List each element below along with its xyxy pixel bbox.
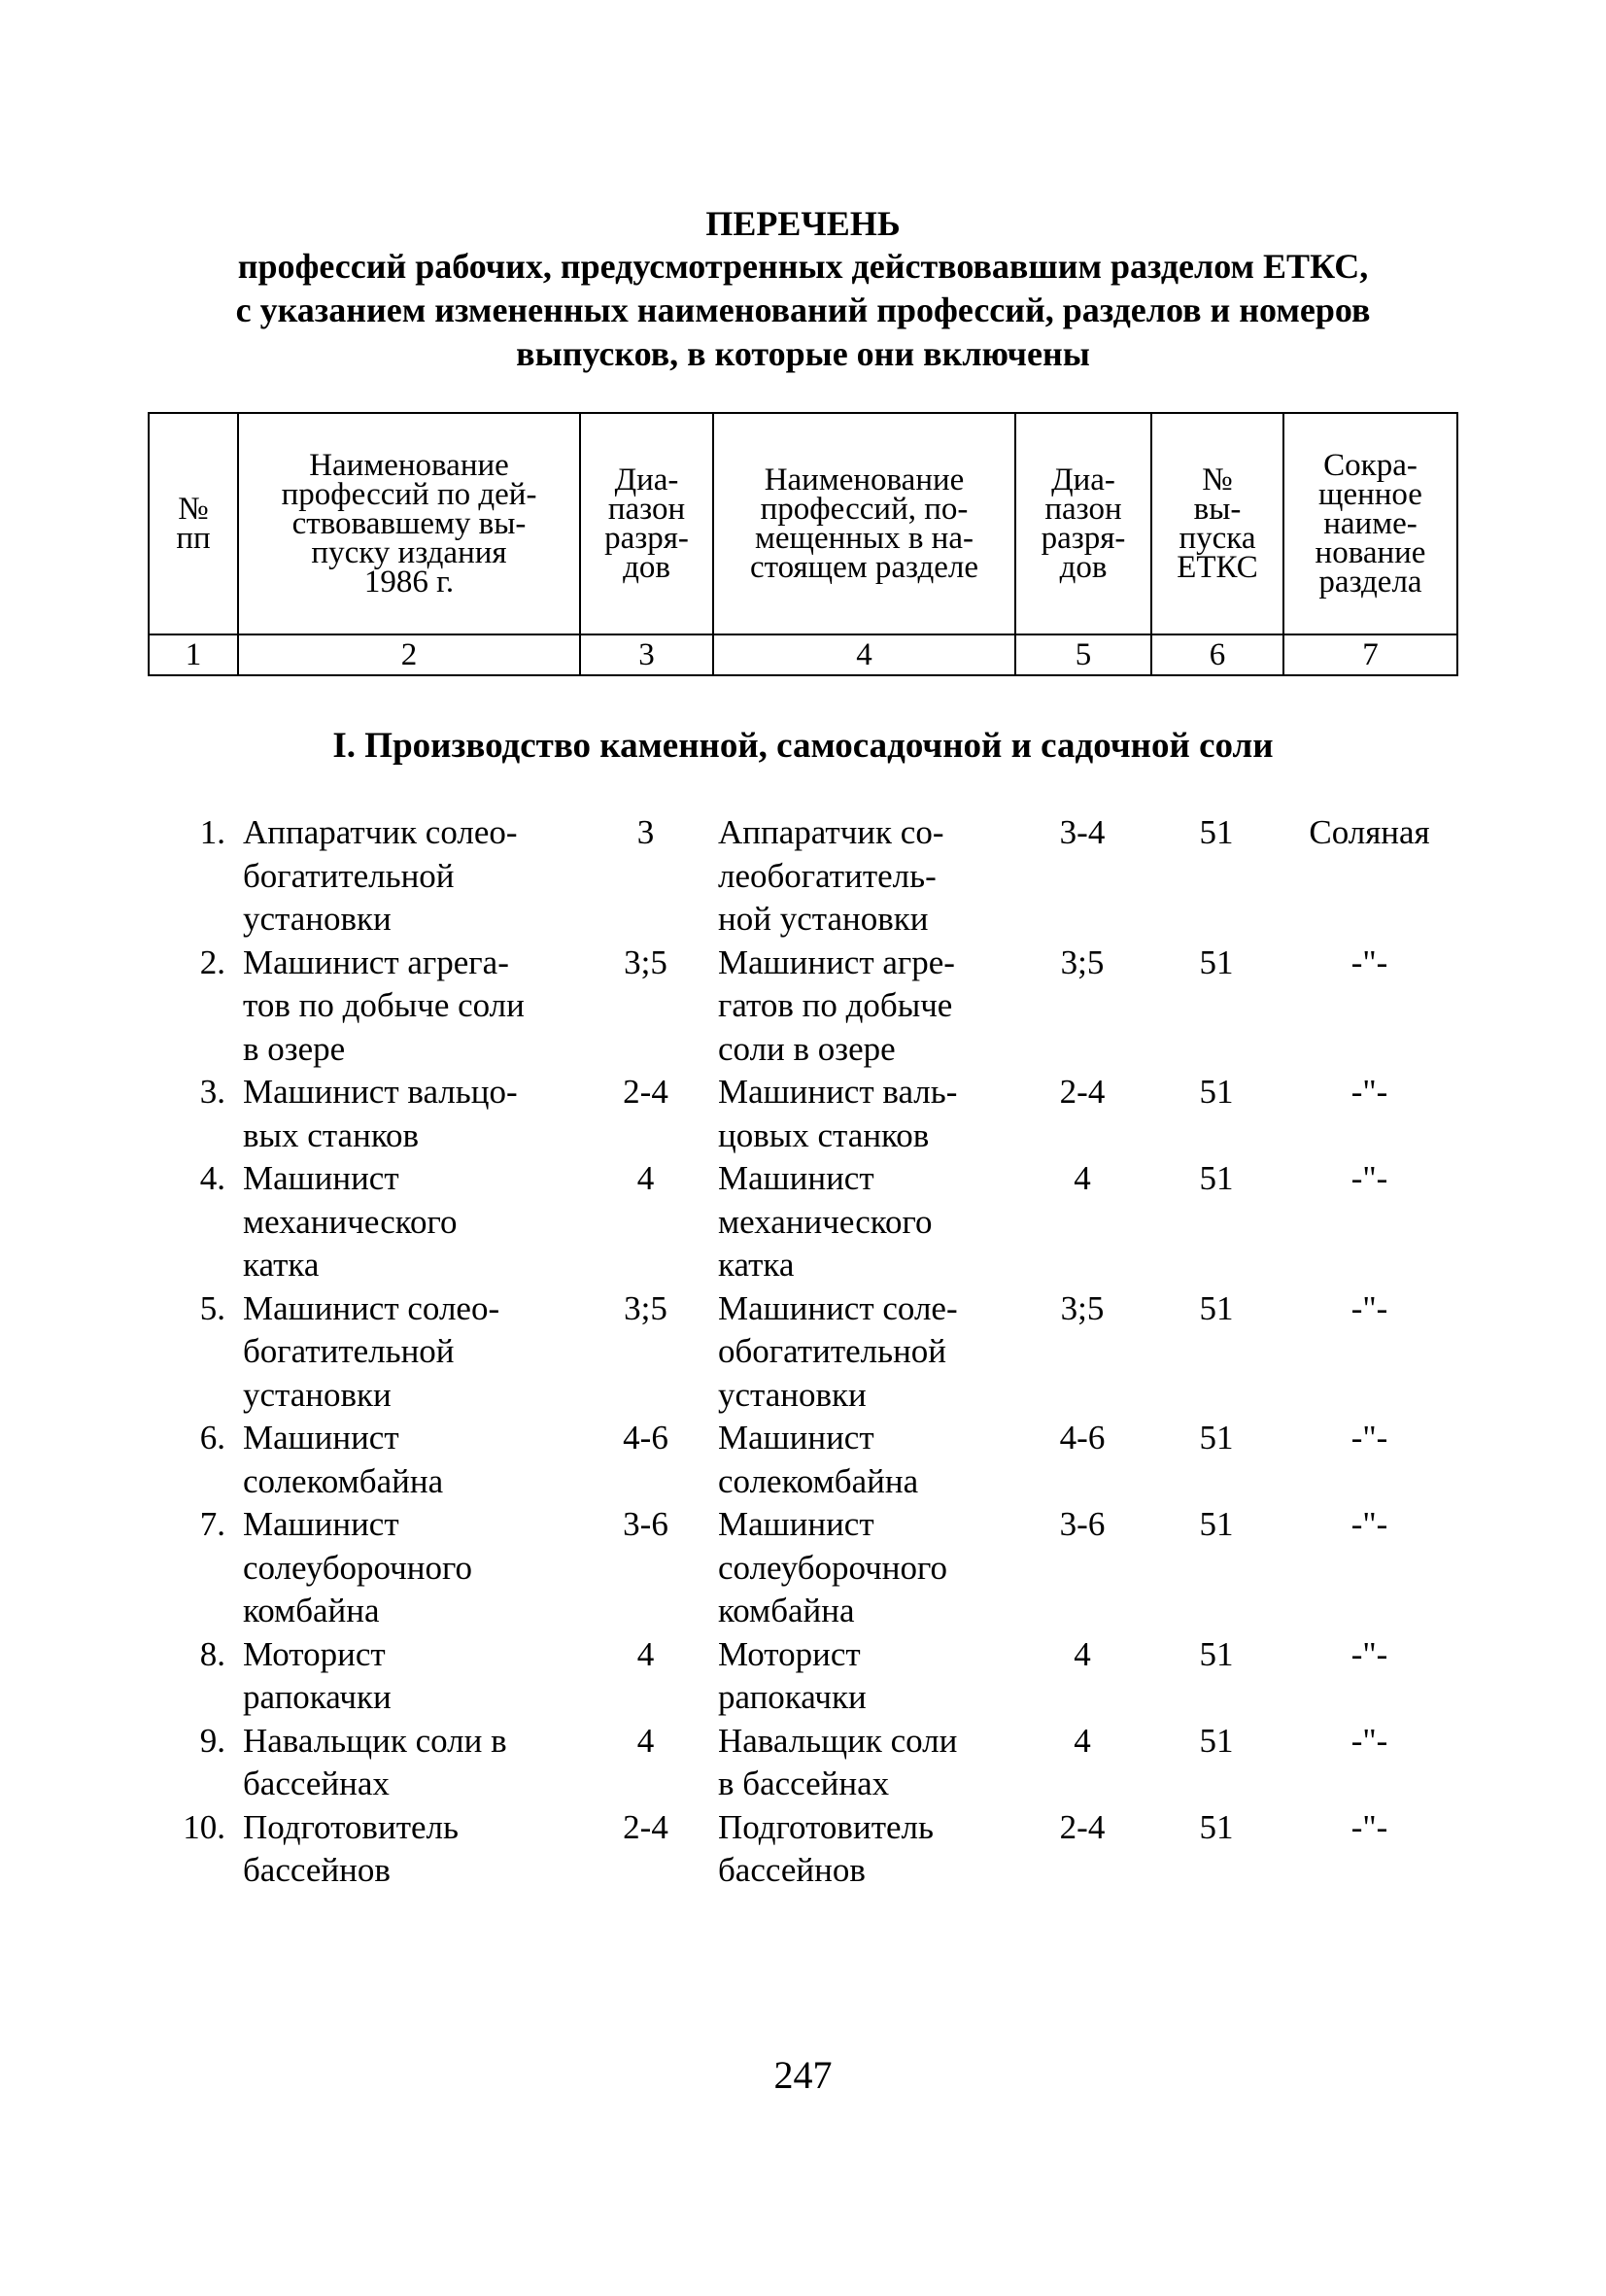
cell-line: нование [1315,535,1426,570]
cell-line: разря- [1041,521,1126,556]
cell-line: наиме- [1323,506,1418,541]
new-grade-range: 4 [1074,1721,1091,1760]
row-number: 8. [199,1634,225,1673]
cell-line: № [178,492,209,527]
section-short-name: -"- [1350,1159,1388,1197]
cell-line: комбайна [243,1592,380,1629]
new-grade-range: 4 [1074,1634,1091,1673]
table-row [148,1720,1456,1806]
old-profession-name [237,1417,579,1503]
column-number: 6 [1151,634,1283,675]
header-cell [149,413,238,634]
old-profession-name [237,1071,579,1157]
new-grade-range: 3-4 [1059,813,1106,851]
etks-issue-number: 51 [1199,942,1234,981]
cell-line: пп [176,521,211,556]
new-profession-name [712,1157,1014,1287]
new-grade-range: 3;5 [1060,942,1105,981]
old-profession-name [237,1157,579,1287]
cell-line: профессий по дей- [281,477,537,512]
etks-issue-number: 51 [1199,1073,1234,1111]
cell-line: ЕТКС [1177,550,1258,585]
cell-line: стоящем разделе [749,550,978,585]
table-row [148,1071,1456,1157]
new-profession-name [712,1633,1014,1720]
old-grade-range: 3;5 [624,942,667,981]
cell-line: ной установки [718,900,929,938]
new-profession-name [712,1503,1014,1633]
column-number: 1 [149,634,238,675]
cell-line: рапокачки [718,1678,867,1716]
old-profession-name [237,1720,579,1806]
new-grade-range: 2-4 [1059,1073,1106,1111]
row-number: 3. [199,1073,225,1111]
cell-line: Сокра- [1323,448,1418,483]
cell-line: цовых станков [718,1115,930,1154]
cell-line: Аппаратчик со- [718,813,944,851]
table-row [148,1417,1456,1503]
section-short-name: Соляная [1309,813,1430,851]
etks-issue-number: 51 [1199,1159,1234,1197]
cell-line: бассейнах [243,1765,390,1802]
cell-line: дов [623,550,670,585]
old-grade-range: 4 [636,1159,655,1197]
cell-line: гатов по добыче [718,986,953,1024]
cell-line: обогатительной [718,1332,947,1370]
cell-line: Машинист [718,1159,874,1197]
section-short-name: -"- [1350,1419,1388,1456]
page-number: 247 [773,2053,833,2097]
cell-line: Машинист [243,1419,399,1456]
column-number: 2 [238,634,580,675]
cell-line: профессий, по- [760,492,969,527]
etks-issue-number: 51 [1199,1634,1234,1673]
new-grade-range: 2-4 [1059,1807,1106,1846]
new-grade-range: 3;5 [1060,1288,1105,1327]
old-grade-range: 2-4 [623,1807,668,1846]
cell-line: в озере [243,1029,346,1068]
cell-line: бассейнов [718,1851,866,1889]
cell-line: ствовавшему вы- [291,506,527,541]
cell-line: пуска [1179,521,1256,556]
old-profession-name [237,1806,579,1893]
cell-line: щенное [1318,477,1422,512]
new-profession-name [712,1287,1014,1418]
column-number: 4 [713,634,1015,675]
new-grade-range: 4 [1074,1159,1091,1197]
cell-line: Диа- [1051,463,1115,497]
cell-line: богатительной [243,856,455,895]
old-profession-name [237,942,579,1072]
old-profession-name [237,1633,579,1720]
cell-line: механического [718,1202,933,1241]
new-profession-name [712,942,1014,1072]
new-profession-name [712,811,1014,942]
cell-line: катка [243,1246,320,1284]
row-number: 10. [183,1807,225,1846]
row-number: 5. [199,1288,225,1327]
cell-line: Наименование [764,463,965,497]
cell-line: солеуборочного [243,1548,472,1587]
old-grade-range: 3-6 [623,1505,668,1543]
cell-line: Аппаратчик солео- [243,813,518,851]
cell-line: Машинист вальцо- [243,1073,518,1111]
section-short-name: -"- [1350,1073,1388,1111]
cell-line: механического [243,1202,458,1241]
cell-line: пуску издания [311,535,507,570]
new-grade-range: 3-6 [1059,1505,1106,1543]
cell-line: Машинист соле- [718,1288,958,1327]
old-grade-range: 2-4 [623,1073,668,1111]
professions-table [148,811,1456,1893]
old-grade-range: 3 [636,813,655,851]
cell-line: мещенных в на- [755,521,974,556]
subtitle-line: с указанием измененных наименований профессий, разделов и номеров [235,291,1371,329]
cell-line: Подготовитель [718,1807,934,1846]
section-short-name: -"- [1350,1634,1388,1673]
cell-line: раздела [1318,565,1422,600]
cell-line: Навальщик соли [718,1721,958,1760]
new-profession-name [712,1806,1014,1893]
cell-line: Навальщик соли в [243,1721,507,1760]
header-row [149,413,1457,634]
old-profession-name [237,1287,579,1418]
etks-issue-number: 51 [1199,1807,1234,1846]
cell-line: вых станков [243,1115,420,1154]
section-short-name: -"- [1350,942,1388,981]
document-title: ПЕРЕЧЕНЬ [705,204,901,243]
table-row [148,1503,1456,1633]
section-short-name: -"- [1350,1505,1388,1543]
table-row [148,811,1456,942]
header-cell [1015,413,1151,634]
column-number-row [149,634,1457,675]
row-number: 7. [199,1505,225,1543]
cell-line: тов по добыче соли [243,986,525,1024]
row-number: 1. [199,813,225,851]
cell-line: Диа- [614,463,679,497]
subtitle-line: профессий рабочих, предусмотренных действовавшим разделом ЕТКС, [237,247,1369,286]
cell-line: комбайна [718,1592,855,1629]
cell-line: Наименование [309,448,509,483]
section-short-name: -"- [1350,1288,1388,1327]
header-cell [1283,413,1457,634]
cell-line: леобогатитель- [718,856,937,895]
header-cell [580,413,713,634]
row-number: 9. [199,1721,225,1760]
cell-line: 1986 г. [363,565,455,600]
cell-line: Моторист [718,1634,861,1673]
cell-line: Машинист [243,1505,399,1543]
cell-line: Машинист валь- [718,1073,958,1111]
cell-line: солекомбайна [243,1461,444,1500]
row-number: 4. [199,1159,225,1197]
etks-issue-number: 51 [1199,1505,1234,1543]
row-number: 2. [199,942,225,981]
table-row [148,1633,1456,1720]
etks-issue-number: 51 [1199,1721,1234,1760]
cell-line: установки [243,900,392,938]
document-subtitle [155,245,1451,376]
cell-line: катка [718,1246,795,1284]
column-number: 5 [1015,634,1151,675]
new-profession-name [712,1417,1014,1503]
cell-line: Машинист агре- [718,942,955,981]
section-title: I. Производство каменной, самосадочной и садочной соли [332,726,1274,766]
header-cell [238,413,580,634]
header-cell [1151,413,1283,634]
cell-line: Машинист агрега- [243,942,509,981]
cell-line: солекомбайна [718,1461,919,1500]
table-row [148,1157,1456,1287]
table-header [148,412,1458,676]
section-short-name: -"- [1350,1721,1388,1760]
cell-line: установки [718,1375,867,1414]
cell-line: пазон [1044,492,1122,527]
cell-line: пазон [607,492,686,527]
new-grade-range: 4-6 [1059,1419,1106,1456]
cell-line: бассейнов [243,1851,391,1889]
cell-line: Машинист солео- [243,1288,500,1327]
table-row [148,1806,1456,1893]
cell-line: вы- [1193,492,1242,527]
old-profession-name [237,811,579,942]
cell-line: Машинист [718,1419,874,1456]
etks-issue-number: 51 [1199,813,1234,851]
cell-line: в бассейнах [718,1765,890,1802]
new-profession-name [712,1071,1014,1157]
cell-line: разря- [604,521,689,556]
table-row [148,942,1456,1072]
cell-line: Машинист [243,1159,399,1197]
cell-line: Подготовитель [243,1807,459,1846]
header-cell [713,413,1015,634]
cell-line: дов [1059,550,1108,585]
cell-line: установки [243,1375,392,1414]
cell-line: соли в озере [718,1029,896,1068]
etks-issue-number: 51 [1199,1288,1234,1327]
old-grade-range: 4-6 [623,1419,668,1456]
old-grade-range: 3;5 [624,1288,667,1327]
cell-line: Машинист [718,1505,874,1543]
section-short-name: -"- [1350,1807,1388,1846]
old-grade-range: 4 [636,1721,655,1760]
cell-line: № [1202,463,1233,497]
subtitle-line: выпусков, в которые они включены [516,334,1090,373]
cell-line: богатительной [243,1332,455,1370]
column-number: 3 [580,634,713,675]
cell-line: солеуборочного [718,1548,947,1587]
etks-issue-number: 51 [1199,1419,1234,1456]
old-grade-range: 4 [636,1634,655,1673]
new-profession-name [712,1720,1014,1806]
cell-line: рапокачки [243,1678,392,1716]
table-row [148,1287,1456,1418]
row-number: 6. [199,1419,225,1456]
column-number: 7 [1283,634,1457,675]
old-profession-name [237,1503,579,1633]
cell-line: Моторист [243,1634,386,1673]
